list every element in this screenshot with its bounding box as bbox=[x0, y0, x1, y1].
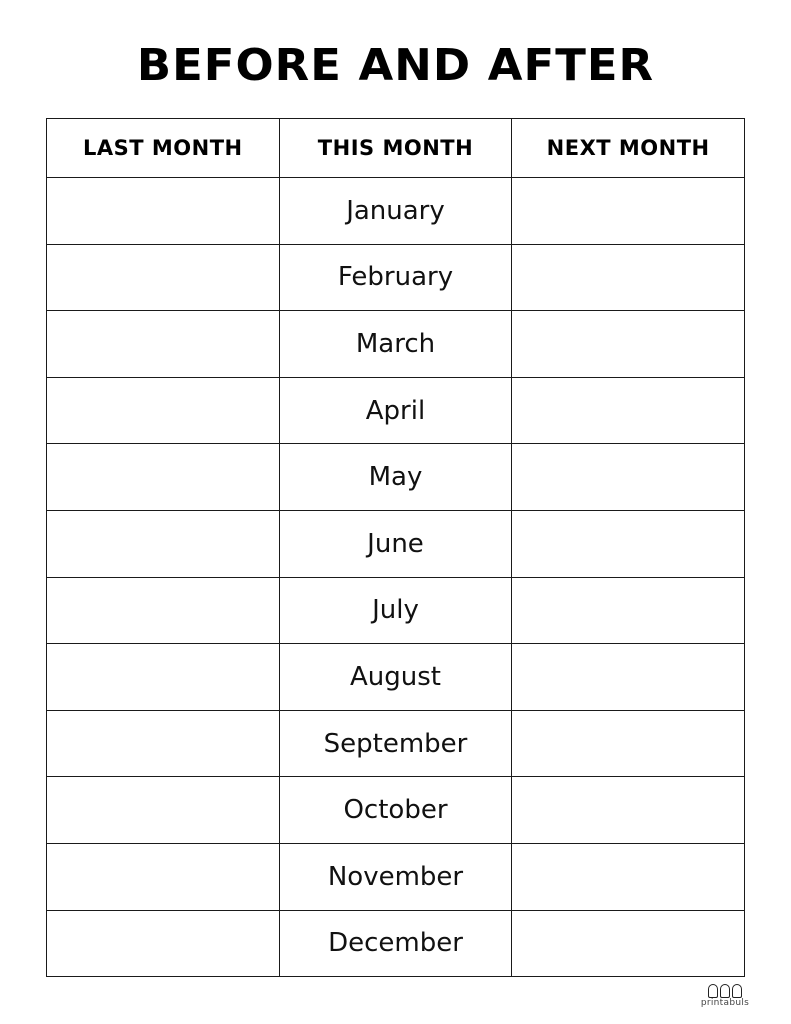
last-month-cell[interactable] bbox=[47, 910, 280, 977]
this-month-cell: November bbox=[279, 843, 512, 910]
next-month-cell[interactable] bbox=[512, 910, 745, 977]
last-month-cell[interactable] bbox=[47, 710, 280, 777]
table-row bbox=[47, 710, 745, 777]
table-header-row bbox=[47, 119, 745, 178]
this-month-cell: January bbox=[279, 178, 512, 245]
next-month-cell[interactable] bbox=[512, 311, 745, 378]
last-month-cell[interactable] bbox=[47, 377, 280, 444]
table-row bbox=[47, 843, 745, 910]
header-this-month: THIS MONTH bbox=[279, 119, 512, 178]
table-row bbox=[47, 510, 745, 577]
next-month-cell[interactable] bbox=[512, 843, 745, 910]
last-month-cell[interactable] bbox=[47, 577, 280, 644]
table-row bbox=[47, 444, 745, 511]
next-month-cell[interactable] bbox=[512, 444, 745, 511]
next-month-cell[interactable] bbox=[512, 178, 745, 245]
page-title: BEFORE AND AFTER bbox=[136, 40, 655, 91]
header-last-month: LAST MONTH bbox=[47, 119, 280, 178]
last-month-cell[interactable] bbox=[47, 244, 280, 311]
next-month-cell[interactable] bbox=[512, 777, 745, 844]
last-month-cell[interactable] bbox=[47, 178, 280, 245]
header-next-month: NEXT MONTH bbox=[512, 119, 745, 178]
this-month-cell: March bbox=[279, 311, 512, 378]
this-month-cell: June bbox=[279, 510, 512, 577]
last-month-cell[interactable] bbox=[47, 644, 280, 711]
bunny-ears-icon bbox=[699, 984, 751, 998]
logo-text: printabuls bbox=[700, 998, 750, 1008]
this-month-cell: October bbox=[279, 777, 512, 844]
this-month-cell: May bbox=[279, 444, 512, 511]
this-month-cell: February bbox=[279, 244, 512, 311]
table-row bbox=[47, 244, 745, 311]
last-month-cell[interactable] bbox=[47, 311, 280, 378]
table-row bbox=[47, 178, 745, 245]
table-row bbox=[47, 777, 745, 844]
table-row bbox=[47, 644, 745, 711]
table-row bbox=[47, 910, 745, 977]
this-month-cell: August bbox=[279, 644, 512, 711]
next-month-cell[interactable] bbox=[512, 377, 745, 444]
next-month-cell[interactable] bbox=[512, 244, 745, 311]
this-month-cell: September bbox=[279, 710, 512, 777]
table-row bbox=[47, 377, 745, 444]
table-row bbox=[47, 577, 745, 644]
next-month-cell[interactable] bbox=[512, 710, 745, 777]
months-table bbox=[46, 118, 745, 977]
last-month-cell[interactable] bbox=[47, 777, 280, 844]
next-month-cell[interactable] bbox=[512, 644, 745, 711]
this-month-cell: July bbox=[279, 577, 512, 644]
next-month-cell[interactable] bbox=[512, 577, 745, 644]
next-month-cell[interactable] bbox=[512, 510, 745, 577]
last-month-cell[interactable] bbox=[47, 843, 280, 910]
this-month-cell: December bbox=[279, 910, 512, 977]
this-month-cell: April bbox=[279, 377, 512, 444]
last-month-cell[interactable] bbox=[47, 510, 280, 577]
last-month-cell[interactable] bbox=[47, 444, 280, 511]
table-row bbox=[47, 311, 745, 378]
printabuls-logo bbox=[699, 984, 751, 1014]
